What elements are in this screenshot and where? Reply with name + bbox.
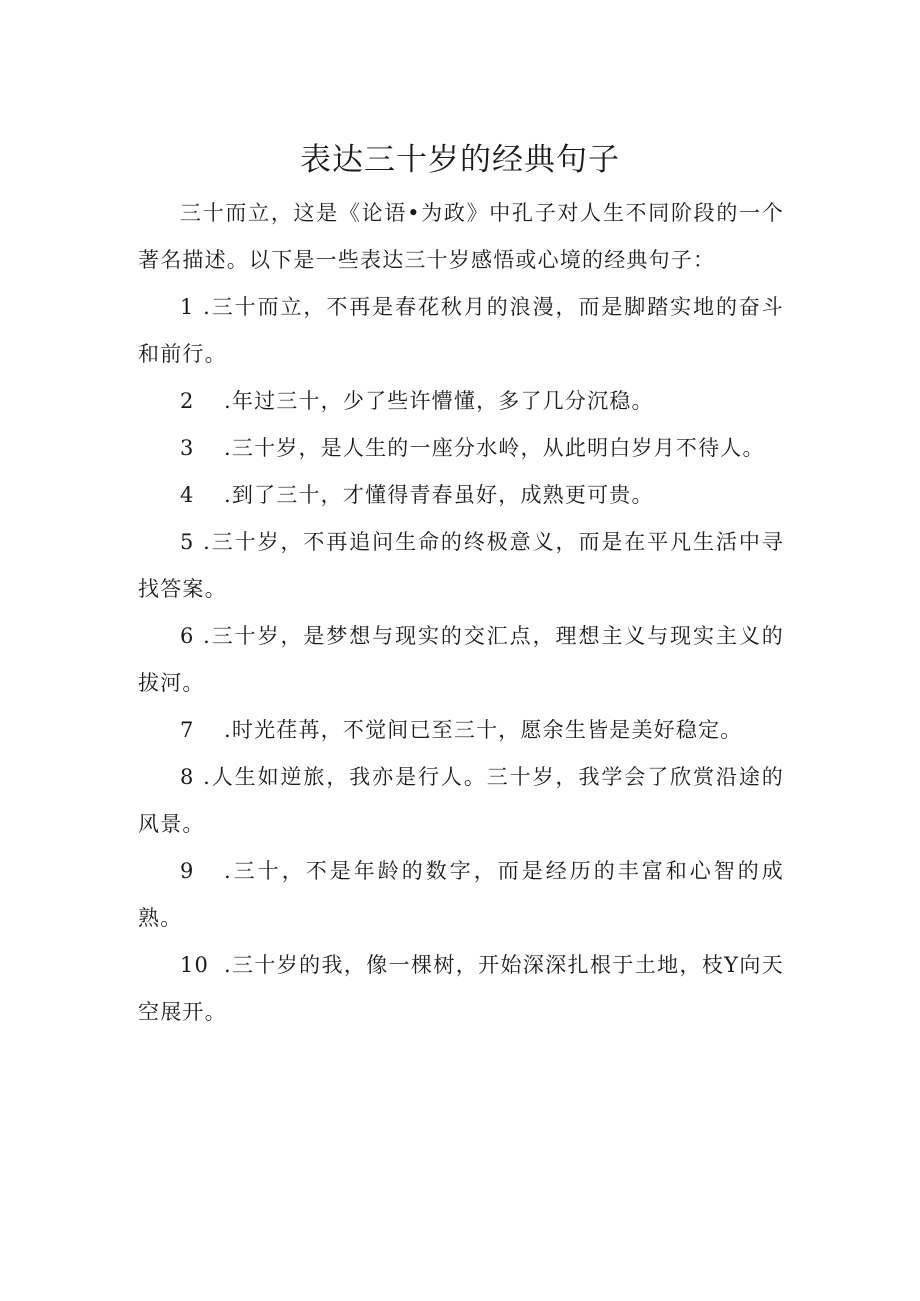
list-item bbox=[138, 848, 784, 942]
item-text: .到了三十，才懂得青春虽好，成熟更可贵。 bbox=[224, 483, 654, 507]
item-text: .人生如逆旅，我亦是行人。三十岁，我学会了欣赏沿途的风景。 bbox=[138, 765, 784, 836]
item-number: 9 bbox=[180, 859, 195, 883]
item-text: .三十而立，不再是春花秋月的浪漫，而是脚踏实地的奋斗和前行。 bbox=[138, 295, 784, 366]
list-item bbox=[138, 425, 784, 472]
item-text: .时光荏苒，不觉间已至三十，愿余生皆是美好稳定。 bbox=[224, 718, 743, 742]
item-text: .三十岁，不再追问生命的终极意义，而是在平凡生活中寻找答案。 bbox=[138, 530, 784, 601]
item-number: 10 bbox=[180, 953, 210, 977]
item-text: .三十岁的我，像一棵树，开始深深扎根于土地，枝Y向天空展开。 bbox=[138, 953, 784, 1024]
item-text: .三十岁，是人生的一座分水岭，从此明白岁月不待人。 bbox=[224, 436, 765, 460]
list-item bbox=[138, 472, 784, 519]
item-text: .三十，不是年龄的数字，而是经历的丰富和心智的成熟。 bbox=[138, 859, 784, 930]
list-item bbox=[138, 754, 784, 848]
list-item bbox=[138, 613, 784, 707]
list-item bbox=[138, 378, 784, 425]
list-item bbox=[138, 519, 784, 613]
item-text: .三十岁，是梦想与现实的交汇点，理想主义与现实主义的拔河。 bbox=[138, 624, 784, 695]
item-number: 1 bbox=[180, 295, 195, 319]
intro-paragraph: 三十而立，这是《论语•为政》中孔子对人生不同阶段的一个著名描述。以下是一些表达三十岁感悟或心境的经典句子： bbox=[138, 201, 784, 272]
item-number: 4 bbox=[180, 483, 195, 507]
item-number: 7 bbox=[180, 718, 195, 742]
item-number: 2 bbox=[180, 389, 195, 413]
document-title: 表达三十岁的经典句子 bbox=[300, 142, 620, 178]
list-item bbox=[138, 284, 784, 378]
list-item bbox=[138, 942, 784, 1036]
document-body bbox=[138, 190, 784, 1036]
list-item bbox=[138, 707, 784, 754]
item-number: 5 bbox=[180, 530, 195, 554]
item-text: .年过三十，少了些许懵懂，多了几分沉稳。 bbox=[224, 389, 654, 413]
item-number: 8 bbox=[180, 765, 195, 789]
item-number: 6 bbox=[180, 624, 195, 648]
item-number: 3 bbox=[180, 436, 195, 460]
